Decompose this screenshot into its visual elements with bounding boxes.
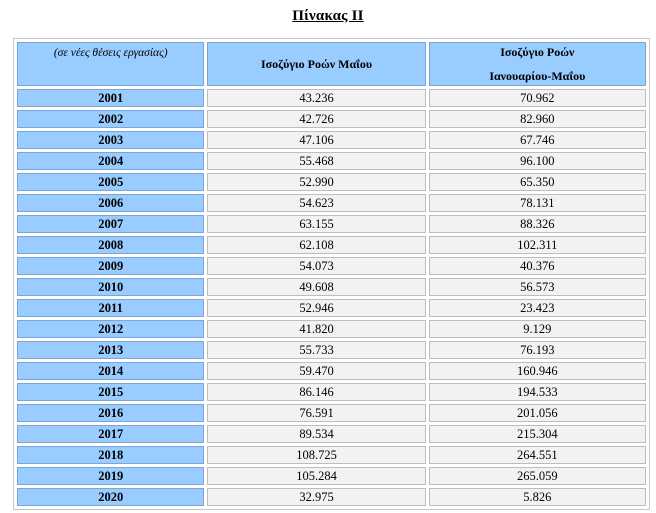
- may-value-cell: 108.725: [207, 446, 425, 464]
- table-row: [17, 383, 646, 401]
- table-row: [17, 131, 646, 149]
- column-header-jan-may-line2: Ιανουαρίου-Μαΐου: [489, 69, 586, 83]
- jan-may-value-cell: 88.326: [429, 215, 646, 233]
- may-value-cell: 32.975: [207, 488, 425, 506]
- jan-may-value-cell: 102.311: [429, 236, 646, 254]
- table-row: [17, 236, 646, 254]
- jan-may-value-cell: 76.193: [429, 341, 646, 359]
- may-value-cell: 55.468: [207, 152, 425, 170]
- year-cell: 2009: [17, 257, 204, 275]
- jan-may-value-cell: 264.551: [429, 446, 646, 464]
- year-cell: 2016: [17, 404, 204, 422]
- year-cell: 2003: [17, 131, 204, 149]
- may-value-cell: 62.108: [207, 236, 425, 254]
- table-row: [17, 89, 646, 107]
- year-cell: 2018: [17, 446, 204, 464]
- table-header-row: [17, 42, 646, 86]
- may-value-cell: 59.470: [207, 362, 425, 380]
- jan-may-value-cell: 82.960: [429, 110, 646, 128]
- year-cell: 2015: [17, 383, 204, 401]
- table-row: [17, 110, 646, 128]
- may-value-cell: 54.073: [207, 257, 425, 275]
- jan-may-value-cell: 194.533: [429, 383, 646, 401]
- year-cell: 2020: [17, 488, 204, 506]
- table-row: [17, 215, 646, 233]
- jan-may-value-cell: 160.946: [429, 362, 646, 380]
- year-cell: 2010: [17, 278, 204, 296]
- table-title: Πίνακας ΙΙ: [292, 8, 364, 24]
- jan-may-value-cell: 201.056: [429, 404, 646, 422]
- table-row: [17, 341, 646, 359]
- table-row: [17, 257, 646, 275]
- column-header-jan-may: [429, 42, 646, 86]
- year-cell: 2011: [17, 299, 204, 317]
- year-cell: 2014: [17, 362, 204, 380]
- year-cell: 2012: [17, 320, 204, 338]
- may-value-cell: 76.591: [207, 404, 425, 422]
- table-body: [17, 89, 646, 506]
- units-note: (σε νέες θέσεις εργασίας): [17, 42, 204, 86]
- jan-may-value-cell: 265.059: [429, 467, 646, 485]
- year-cell: 2013: [17, 341, 204, 359]
- data-table: [13, 38, 650, 510]
- year-cell: 2002: [17, 110, 204, 128]
- column-header-jan-may-line1: Ισοζύγιο Ροών: [500, 45, 575, 59]
- year-cell: 2007: [17, 215, 204, 233]
- may-value-cell: 54.623: [207, 194, 425, 212]
- table-row: [17, 488, 646, 506]
- may-value-cell: 42.726: [207, 110, 425, 128]
- year-cell: 2001: [17, 89, 204, 107]
- may-value-cell: 89.534: [207, 425, 425, 443]
- table-row: [17, 446, 646, 464]
- jan-may-value-cell: 9.129: [429, 320, 646, 338]
- year-cell: 2017: [17, 425, 204, 443]
- jan-may-value-cell: 40.376: [429, 257, 646, 275]
- may-value-cell: 43.236: [207, 89, 425, 107]
- may-value-cell: 55.733: [207, 341, 425, 359]
- table-row: [17, 278, 646, 296]
- may-value-cell: 47.106: [207, 131, 425, 149]
- column-header-may: Ισοζύγιο Ροών Μαΐου: [207, 42, 425, 86]
- may-value-cell: 63.155: [207, 215, 425, 233]
- year-cell: 2019: [17, 467, 204, 485]
- jan-may-value-cell: 70.962: [429, 89, 646, 107]
- may-value-cell: 105.284: [207, 467, 425, 485]
- jan-may-value-cell: 78.131: [429, 194, 646, 212]
- jan-may-value-cell: 23.423: [429, 299, 646, 317]
- may-value-cell: 86.146: [207, 383, 425, 401]
- year-cell: 2004: [17, 152, 204, 170]
- table-row: [17, 299, 646, 317]
- year-cell: 2008: [17, 236, 204, 254]
- jan-may-value-cell: 67.746: [429, 131, 646, 149]
- table-row: [17, 404, 646, 422]
- table-row: [17, 320, 646, 338]
- jan-may-value-cell: 5.826: [429, 488, 646, 506]
- table-row: [17, 362, 646, 380]
- year-cell: 2006: [17, 194, 204, 212]
- jan-may-value-cell: 96.100: [429, 152, 646, 170]
- table-row: [17, 467, 646, 485]
- may-value-cell: 41.820: [207, 320, 425, 338]
- table-row: [17, 194, 646, 212]
- table-row: [17, 152, 646, 170]
- jan-may-value-cell: 65.350: [429, 173, 646, 191]
- may-value-cell: 52.946: [207, 299, 425, 317]
- may-value-cell: 52.990: [207, 173, 425, 191]
- table-row: [17, 425, 646, 443]
- may-value-cell: 49.608: [207, 278, 425, 296]
- table-row: [17, 173, 646, 191]
- jan-may-value-cell: 215.304: [429, 425, 646, 443]
- jan-may-value-cell: 56.573: [429, 278, 646, 296]
- year-cell: 2005: [17, 173, 204, 191]
